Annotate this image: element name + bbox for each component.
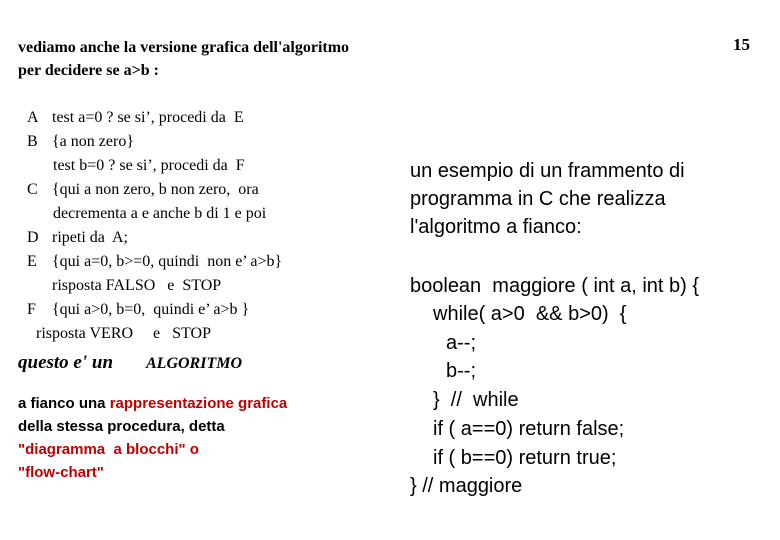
step-label-f: F — [27, 301, 36, 318]
flowchart-note-line-2: della stessa procedura, detta — [18, 418, 225, 435]
right-intro-line-3: l'algoritmo a fianco: — [410, 216, 582, 238]
step-text-d: ripeti da A; — [52, 229, 128, 246]
flowchart-note-highlight: rappresentazione grafica — [109, 395, 288, 412]
step-text-a: test a=0 ? se si’, procedi da E — [52, 109, 244, 126]
flowchart-note-line-4: "flow-chart" — [18, 464, 104, 481]
step-label-e: E — [27, 253, 37, 270]
code-line-8: } // maggiore — [410, 475, 523, 497]
code-line-2: while( a>0 && b>0) { — [433, 303, 627, 325]
flowchart-note-prefix: a fianco una — [18, 395, 110, 412]
algorithm-caption-keyword: ALGORITMO — [146, 355, 243, 372]
flowchart-note-line-1 — [18, 396, 287, 411]
code-line-6: if ( a==0) return false; — [433, 418, 625, 440]
step-text-e: {qui a=0, b>=0, quindi non e’ a>b} — [52, 253, 283, 270]
code-line-4: b--; — [446, 360, 476, 382]
step-text-b: {a non zero} — [52, 133, 134, 150]
flowchart-note-line-3: "diagramma a blocchi" o — [18, 441, 199, 458]
step-text-c-cont: decrementa a e anche b di 1 e poi — [53, 205, 267, 222]
step-text-e-cont: risposta FALSO e STOP — [52, 277, 222, 294]
step-text-c: {qui a non zero, b non zero, ora — [52, 181, 259, 198]
page-number: 15 — [733, 35, 750, 54]
step-text-b-cont: test b=0 ? se si’, procedi da F — [53, 157, 245, 174]
step-text-f: {qui a>0, b=0, quindi e’ a>b } — [52, 301, 250, 318]
right-intro-line-1: un esempio di un frammento di — [410, 160, 685, 182]
step-label-a: A — [27, 109, 39, 126]
step-label-c: C — [27, 181, 38, 198]
header-line-2: per decidere se a>b : — [18, 62, 159, 79]
algorithm-caption-lead: questo e' un — [18, 352, 114, 373]
right-intro-line-2: programma in C che realizza — [410, 188, 666, 210]
code-line-7: if ( b==0) return true; — [433, 447, 617, 469]
code-line-1: boolean maggiore ( int a, int b) { — [410, 275, 700, 297]
step-text-f-cont: risposta VERO e STOP — [36, 325, 211, 342]
step-label-b: B — [27, 133, 38, 150]
step-label-d: D — [27, 229, 39, 246]
code-line-3: a--; — [446, 332, 476, 354]
code-line-5: } // while — [433, 389, 519, 411]
header-line-1: vediamo anche la versione grafica dell'algoritmo — [18, 39, 350, 56]
